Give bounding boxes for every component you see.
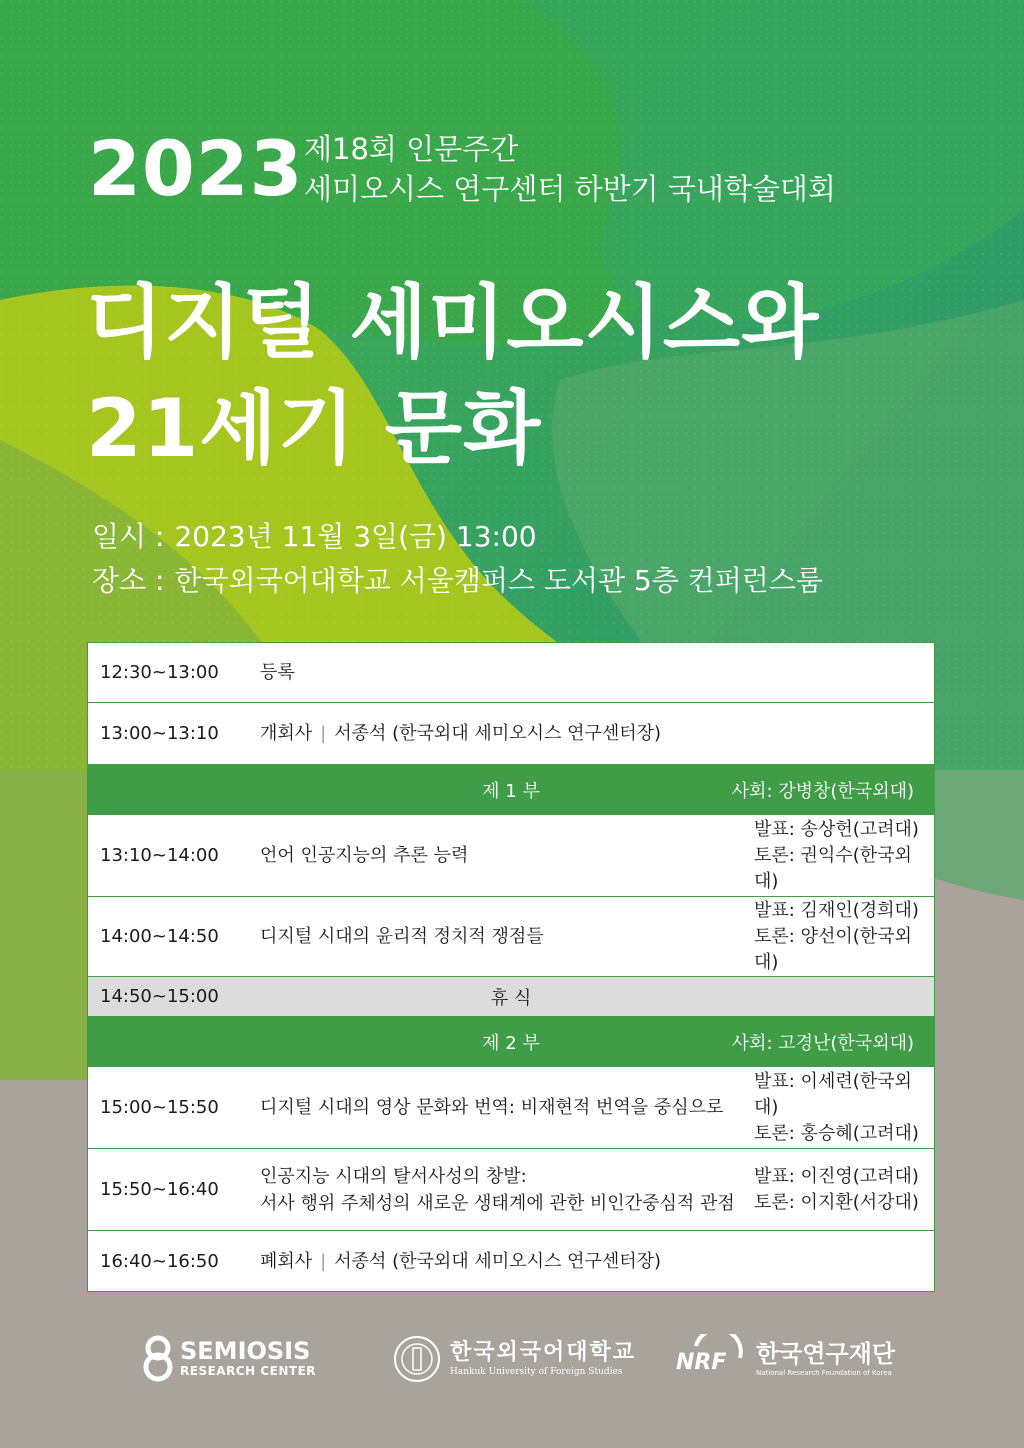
presenter: 발표: 이진영(고려대) [754, 1165, 919, 1187]
program-title: 폐회사 [260, 1250, 313, 1272]
row-program: 언어 인공지능의 추론 능력 [260, 845, 469, 866]
semiosis-logo [140, 1334, 316, 1382]
header [0, 0, 1024, 620]
row-people [754, 1164, 934, 1216]
schedule-row-closing [88, 1231, 934, 1291]
place-label: 장소 : [92, 564, 165, 597]
program-line1: 인공지능 시대의 탈서사성의 창발: [260, 1165, 527, 1187]
semiosis-subtitle: RESEARCH CENTER [180, 1364, 317, 1378]
semiosis-emblem-icon [140, 1334, 176, 1382]
presenter: 발표: 이세련(한국외대) [754, 1070, 912, 1118]
row-time: 14:50~15:00 [100, 986, 219, 1007]
row-time: 13:10~14:00 [100, 845, 219, 866]
schedule-row-session [88, 1149, 934, 1231]
event-date [92, 520, 537, 554]
row-time: 15:00~15:50 [100, 1097, 219, 1118]
hufs-seal-icon [392, 1334, 442, 1384]
place-value: 한국외국어대학교 서울캠퍼스 도서관 5층 컨퍼런스룸 [174, 564, 823, 597]
semiosis-name: SEMIOSIS [180, 1337, 311, 1365]
event-edition: 제18회 인문주간 [304, 132, 519, 166]
discussant: 토론: 권익수(한국외대) [754, 844, 912, 892]
row-people [754, 898, 934, 976]
event-place [92, 564, 823, 598]
nrf-emblem-icon [676, 1334, 748, 1384]
hufs-name: 한국외국어대학교 [450, 1340, 637, 1365]
row-time: 15:50~16:40 [100, 1179, 219, 1200]
program-speaker: 서종석 (한국외대 세미오시스 연구센터장) [334, 723, 662, 744]
presenter: 발표: 김재인(경희대) [754, 899, 919, 921]
part-title: 제 1 부 [482, 780, 540, 802]
part-header-1 [88, 765, 934, 815]
program-title: 개회사 [260, 723, 313, 744]
row-people [754, 817, 934, 895]
schedule-table [87, 642, 935, 1292]
row-time: 14:00~14:50 [100, 926, 219, 947]
event-subtitle: 세미오시스 연구센터 하반기 국내학술대회 [304, 172, 836, 206]
schedule-row-break [88, 977, 934, 1017]
row-time: 13:00~13:10 [100, 723, 219, 744]
nrf-subtitle: National Research Foundation of Korea [756, 1369, 892, 1377]
separator: | [320, 723, 327, 744]
main-title-line1: 디지털 세미오시스와 [86, 276, 820, 369]
row-time: 16:40~16:50 [100, 1250, 219, 1272]
date-value: 2023년 11월 3일(금) 13:00 [174, 520, 537, 553]
row-program: 디지털 시대의 윤리적 정치적 쟁점들 [260, 926, 544, 947]
main-title-line2: 21세기 문화 [86, 382, 542, 475]
hufs-logo [392, 1334, 636, 1384]
nrf-logo [676, 1334, 895, 1384]
schedule-row-session [88, 897, 934, 977]
hufs-subtitle: Hankuk University of Foreign Studies [450, 1367, 623, 1377]
part-host: 사회: 강병창(한국외대) [731, 780, 914, 802]
event-year: 2023 [88, 124, 304, 213]
schedule-row-opening [88, 703, 934, 765]
separator: | [320, 1250, 327, 1272]
footer-logos [0, 1334, 1024, 1394]
discussant: 토론: 양선이(한국외대) [754, 925, 912, 973]
schedule-row-session [88, 1067, 934, 1149]
row-people [754, 1069, 934, 1147]
row-program: 등록 [260, 662, 295, 683]
nrf-mark: NRF [676, 1350, 727, 1375]
part-title: 제 2 부 [482, 1032, 540, 1054]
row-program: 디지털 시대의 영상 문화와 번역: 비재현적 번역을 중심으로 [260, 1097, 724, 1118]
row-program [250, 1248, 934, 1275]
break-label: 휴 식 [490, 987, 532, 1009]
row-program [250, 720, 934, 747]
schedule-row-registration [88, 643, 934, 703]
discussant: 토론: 이지환(서강대) [754, 1191, 919, 1213]
part-host: 사회: 고경난(한국외대) [731, 1032, 914, 1054]
schedule-row-session [88, 815, 934, 897]
part-header-2 [88, 1017, 934, 1067]
date-label: 일시 : [92, 520, 165, 553]
nrf-name: 한국연구재단 [756, 1340, 896, 1368]
program-line2: 서사 행위 주체성의 새로운 생태계에 관한 비인간중심적 관점 [260, 1192, 735, 1214]
row-time: 12:30~13:00 [100, 662, 219, 683]
program-speaker: 서종석 (한국외대 세미오시스 연구센터장) [334, 1250, 662, 1272]
discussant: 토론: 홍승혜(고려대) [754, 1122, 919, 1144]
presenter: 발표: 송상헌(고려대) [754, 818, 919, 840]
row-program [250, 1163, 754, 1217]
